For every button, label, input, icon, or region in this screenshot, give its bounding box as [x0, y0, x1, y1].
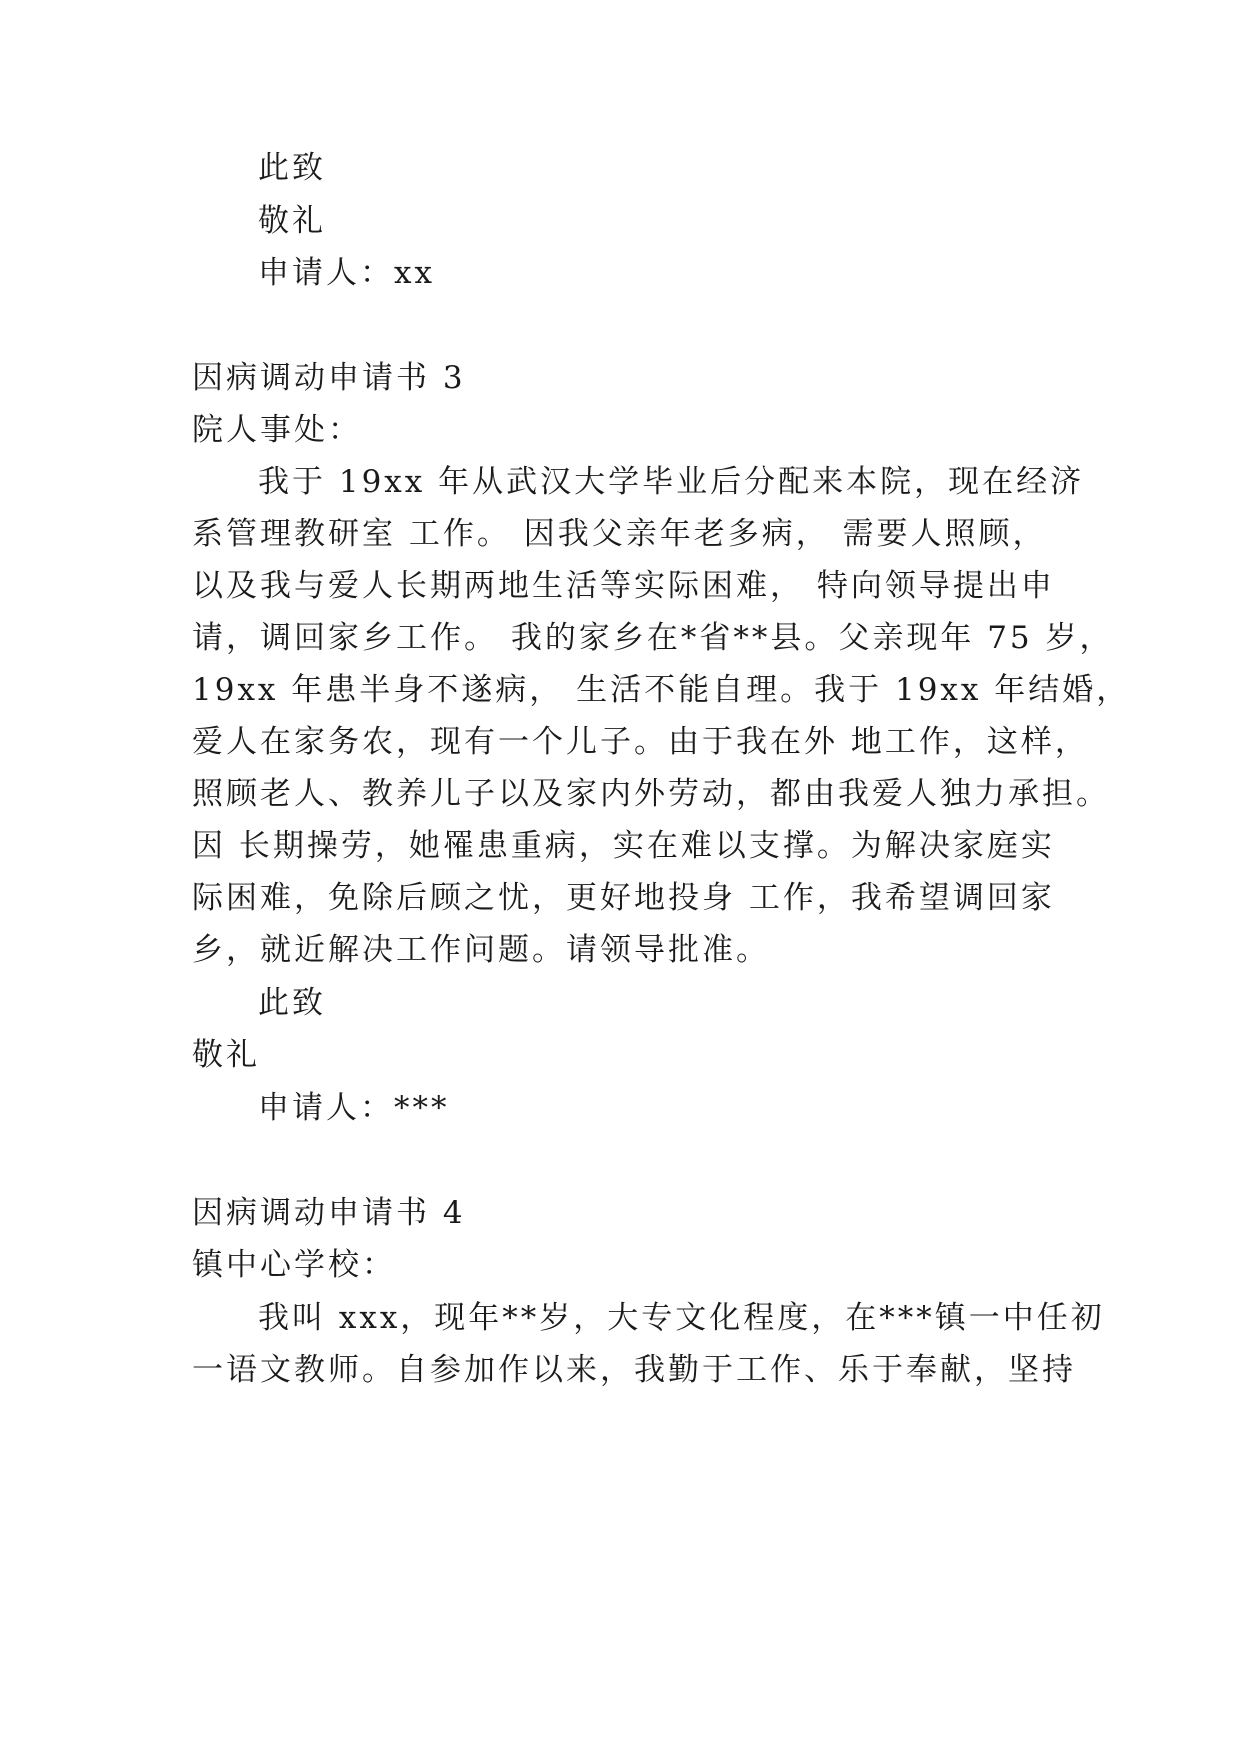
- letter3-body-line: 爱人在家务农，现有一个儿子。由于我在外 地工作，这样，: [192, 724, 1089, 760]
- letter3-body-line: 19xx 年患半身不遂病， 生活不能自理。我于 19xx 年结婚，: [192, 672, 1131, 708]
- letter3-body-line: 我于 19xx 年从武汉大学毕业后分配来本院，现在经济: [258, 464, 1085, 500]
- letter3-body-line: 以及我与爱人长期两地生活等实际困难， 特向领导提出申: [192, 568, 1055, 604]
- letter4-body-line: 我叫 xxx，现年**岁，大专文化程度，在***镇一中任初: [258, 1300, 1105, 1336]
- letter3-recipient: 院人事处：: [192, 412, 362, 448]
- letter3-title: 因病调动申请书 3: [192, 360, 466, 396]
- letter3-closing: 此致: [258, 985, 326, 1021]
- letter3-body-line: 因 长期操劳，她罹患重病，实在难以支撑。为解决家庭实: [192, 828, 1055, 864]
- letter3-body-line: 系管理教研室 工作。 因我父亲年老多病， 需要人照顾，: [192, 516, 1047, 552]
- letter3-applicant: 申请人：***: [258, 1090, 450, 1126]
- letter3-body-line: 乡，就近解决工作问题。请领导批准。: [192, 932, 770, 968]
- salute-text: 敬礼: [258, 203, 326, 239]
- letter3-body-line: 际困难，免除后顾之忧，更好地投身 工作，我希望调回家: [192, 880, 1055, 916]
- applicant-signature: 申请人：xx: [258, 255, 435, 291]
- letter4-title: 因病调动申请书 4: [192, 1195, 466, 1231]
- letter3-body-line: 照顾老人、教养儿子以及家内外劳动，都由我爱人独力承担。: [192, 776, 1110, 812]
- letter3-body-line: 请，调回家乡工作。 我的家乡在*省**县。父亲现年 75 岁，: [192, 620, 1114, 656]
- letter3-salute: 敬礼: [192, 1037, 260, 1073]
- letter4-recipient: 镇中心学校：: [192, 1247, 396, 1283]
- letter4-body-line: 一语文教师。自参加作以来，我勤于工作、乐于奉献，坚持: [192, 1352, 1076, 1388]
- closing-text: 此致: [258, 150, 326, 186]
